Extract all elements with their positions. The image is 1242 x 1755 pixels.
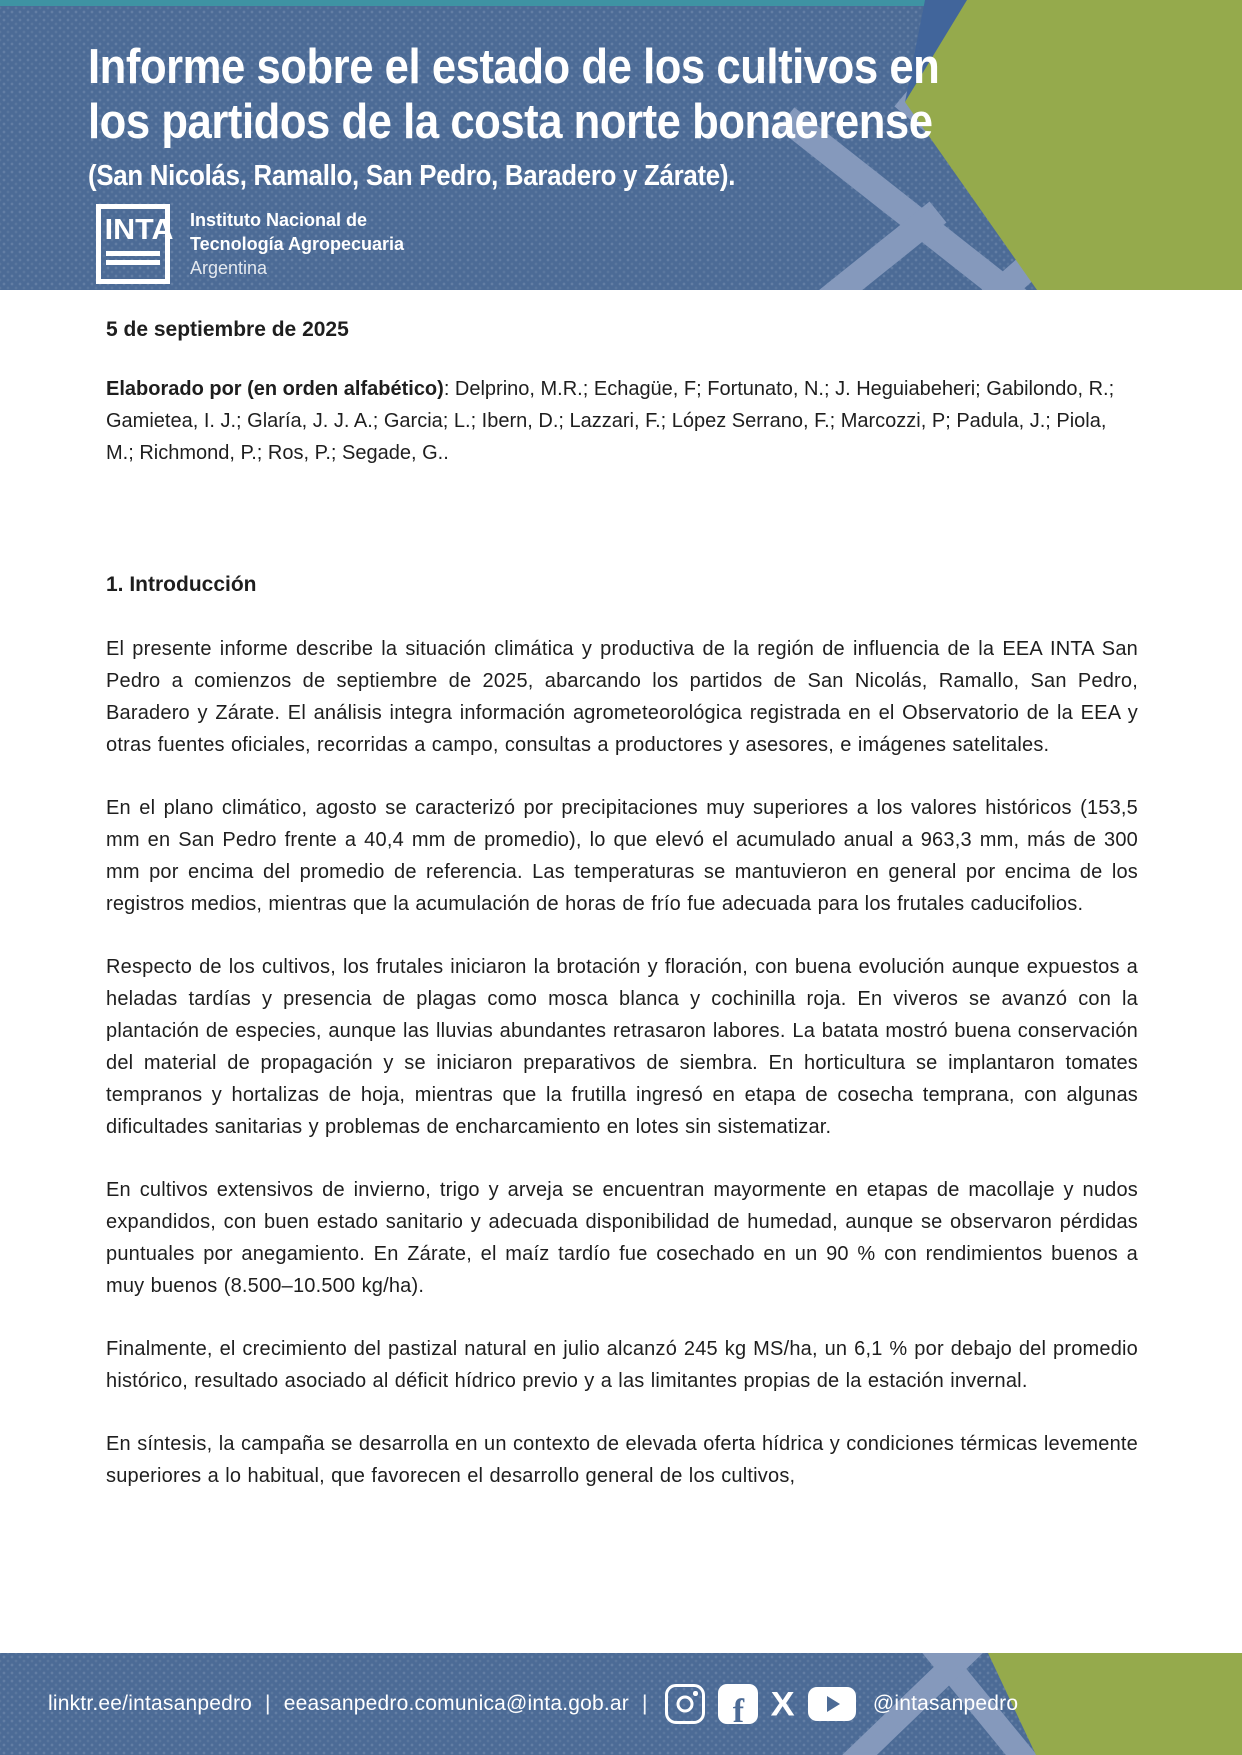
footer-contact-row bbox=[48, 1653, 1018, 1755]
paragraph-crops: Respecto de los cultivos, los frutales iniciaron la brotación y floración, con buena evolución aunque expuestos a heladas tardías y presencia de plagas como mosca blanca y cochinilla roja. En viveros se avanzó con la plantación de especies, aunque las lluvias abundantes retrasaron labores. La batata mostró buena conservación del material de propagación y se iniciaron preparativos de siembra. En horticultura se implantaron tomates tempranos y hortalizas de hoja, mientras que la frutilla ingresó en etapa de cosecha temprana, con algunas dificultades sanitarias y problemas de encharcamiento en lotes sin sistematizar. bbox=[106, 956, 1138, 1138]
org-line-3: Argentina bbox=[190, 258, 268, 278]
authors-label: Elaborado por (en orden alfabético) bbox=[106, 378, 444, 400]
paragraph-climate: En el plano climático, agosto se caracterizó por precipitaciones muy superiores a los valores históricos (153,5 mm en San Pedro frente a 40,4 mm de promedio), lo que elevó el acumulado anual a 963,3 mm, más de 300 mm por encima del promedio de referencia. Las temperaturas se mantuvieron en general por encima de los registros medios, mientras que la acumulación de horas de frío fue adecuada para los frutales caducifolios. bbox=[106, 797, 1138, 915]
inta-branding bbox=[96, 204, 404, 284]
inta-logo-text: INTA bbox=[104, 214, 174, 246]
title-line-1: Informe sobre el estado de los cultivos en bbox=[88, 40, 940, 94]
youtube-play-triangle bbox=[827, 1696, 840, 1712]
linktree-link[interactable]: linktr.ee/intasanpedro bbox=[48, 1692, 253, 1715]
paragraph-pasture: Finalmente, el crecimiento del pastizal natural en julio alcanzó 245 kg MS/ha, un 6,1 % por debajo del promedio histórico, resultado asociado al déficit hídrico previo y a las limitantes propias de la estación invernal. bbox=[106, 1338, 1138, 1392]
document-date: 5 de septiembre de 2025 bbox=[106, 318, 349, 341]
social-icons bbox=[665, 1684, 856, 1724]
instagram-lens bbox=[676, 1696, 693, 1713]
x-icon[interactable]: X bbox=[770, 1684, 795, 1723]
authors-paragraph bbox=[106, 373, 1138, 469]
paragraph-winter-crops: En cultivos extensivos de invierno, trigo y arveja se encuentran mayormente en etapas de macollaje y nudos expandidos, con buen estado sanitario y adecuada disponibilidad de humedad, aunque se observaron pérdidas puntuales por anegamiento. En Zárate, el maíz tardío fue cosechado en un 90 % con rendimientos buenos a muy buenos (8.500–10.500 kg/ha). bbox=[106, 1179, 1138, 1297]
page-footer bbox=[0, 1653, 1242, 1755]
org-name-block bbox=[190, 204, 404, 284]
instagram-dot bbox=[693, 1691, 698, 1696]
title-subtitle: (San Nicolás, Ramallo, San Pedro, Baradero y Zárate). bbox=[88, 160, 736, 192]
logo-bar bbox=[106, 251, 160, 256]
authors-list: : Delprino, M.R.; Echagüe, F; Fortunato, N.; J. Heguiabeheri; Gabilondo, R.; Gamietea, I. J.; Glaría, J. J. A.; Garcia; L.; Ibern, D.; Lazzari, F.; López Serrano, F.; Marcozzi, P; Padula, J.; Piola, M.; Richmond, P.; Ros, P.; Segade, G.. bbox=[106, 378, 1115, 464]
section-1-heading: 1. Introducción bbox=[106, 573, 257, 596]
paragraph-intro: El presente informe describe la situación climática y productiva de la región de influencia de la EEA INTA San Pedro a comienzos de septiembre de 2025, abarcando los partidos de San Nicolás, Ramallo, San Pedro, Baradero y Zárate. El análisis integra información agrometeorológica registrada en el Observatorio de la EEA y otras fuentes oficiales, recorridas a campo, consultas a productores y asesores, e imágenes satelitales. bbox=[106, 638, 1138, 756]
document-body bbox=[106, 290, 1138, 1492]
social-handle[interactable]: @intasanpedro bbox=[872, 1692, 1019, 1715]
youtube-icon[interactable] bbox=[808, 1687, 856, 1721]
inta-logo bbox=[96, 204, 174, 284]
title-line-2: los partidos de la costa norte bonaerense bbox=[88, 95, 933, 149]
org-line-2: Tecnología Agropecuaria bbox=[190, 234, 405, 254]
paragraph-summary: En síntesis, la campaña se desarrolla en un contexto de elevada oferta hídrica y condiciones térmicas levemente superiores a lo habitual, que favorecen el desarrollo general de los cultivos, bbox=[106, 1433, 1138, 1487]
instagram-icon[interactable] bbox=[665, 1684, 705, 1724]
header-banner bbox=[0, 0, 1242, 290]
footer-separator: | bbox=[265, 1692, 271, 1715]
facebook-icon[interactable]: f bbox=[718, 1684, 758, 1724]
logo-bar bbox=[106, 260, 160, 265]
report-title bbox=[88, 40, 1112, 193]
email-link[interactable]: eeasanpedro.comunica@inta.gob.ar bbox=[283, 1692, 629, 1715]
footer-separator: | bbox=[641, 1692, 648, 1715]
org-line-1: Instituto Nacional de bbox=[190, 210, 368, 230]
